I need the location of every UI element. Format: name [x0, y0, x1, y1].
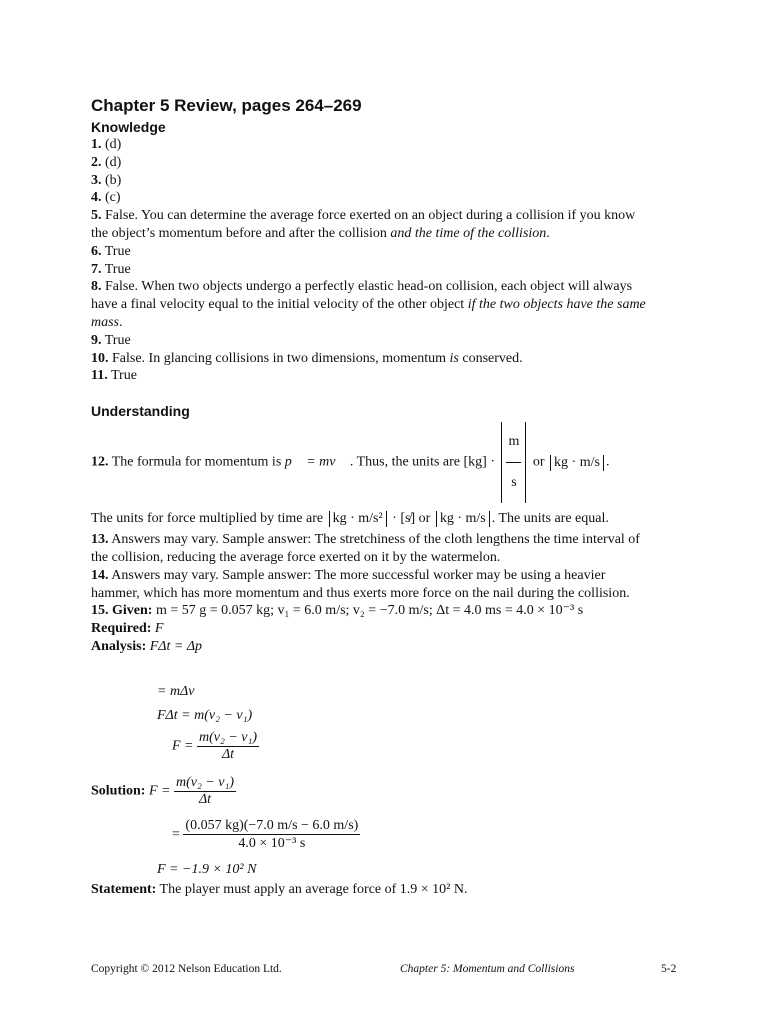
- answer-7: 7. True: [91, 261, 131, 277]
- analysis-line-3: FΔt = m(v₂ − v₁): [157, 708, 253, 723]
- understanding-heading: Understanding: [91, 403, 190, 420]
- solution-line-3: F = −1.9 × 10² N: [157, 862, 257, 877]
- answer-6: 6. True: [91, 243, 131, 259]
- solution-line-1: Solution: F = $\frac{\text{m(v₂ − v₁)}}{\Delta t}$: [91, 775, 235, 807]
- footer-copyright: Copyright © 2012 Nelson Education Ltd.: [91, 963, 282, 975]
- unit-time-cancelled: [s̸]: [400, 511, 416, 527]
- solution-fraction-2: $\frac{(0.057 kg)(-7.0 m/s - 6.0 m/s)}{\text{4.0 × 10⁻³ s}}$: [185, 818, 359, 851]
- understanding-answers: [91, 422, 651, 656]
- unit-fraction: $\frac{m}{s}$: [506, 422, 521, 503]
- solution-fraction-1: $\frac{\text{m(v₂ − v₁)}}{\Delta t}$: [175, 775, 235, 807]
- unit-bracket: [501, 422, 526, 503]
- answer-11: 11. True: [91, 368, 137, 384]
- answer-15-required: Required: F: [91, 621, 164, 637]
- momentum-formula: p⃗ = mv⃗: [284, 454, 347, 470]
- analysis-line-2: = mΔv: [157, 684, 195, 699]
- analysis-line-4: F = $\frac{\text{m(v₂ − v₁)}}{\Delta t}$: [172, 730, 258, 762]
- document-page: [91, 96, 651, 656]
- answer-4: 4. (c): [91, 190, 121, 206]
- answer-5: 5. False. You can determine the average force exerted on an object during a collision if you know the object’s momentum before and after the collision and the time of the collision.: [91, 208, 636, 241]
- answer-12: 12. The formula for momentum is p⃗ = mv⃗ . Thus, the units are [kg] · $\frac{m}{s}$ or kg · m/s .: [91, 422, 651, 503]
- analysis-fraction: $\frac{\text{m(v₂ − v₁)}}{\Delta t}$: [199, 730, 258, 762]
- page-title: Chapter 5 Review, pages 264–269: [91, 96, 362, 115]
- answer-1: 1. (d): [91, 137, 122, 152]
- knowledge-heading: Knowledge: [91, 119, 166, 135]
- footer-chapter: Chapter 5: Momentum and Collisions: [400, 963, 575, 975]
- answer-2: 2. (d): [91, 154, 122, 170]
- answer-15-given: 15. Given: m = 57 g = 0.057 kg; v₁ = 6.0 m/s; v₂ = −7.0 m/s; Δt = 4.0 ms = 4.0 × 10⁻³ s: [91, 603, 584, 619]
- unit-box-force: kg · m/s²: [329, 511, 387, 527]
- answer-8: 8. False. When two objects undergo a perfectly elastic head-on collision, each object will always have a final velocity equal to the initial velocity of the other object if the two objects have the same mass.: [91, 279, 646, 330]
- unit-box: kg · m/s: [550, 455, 604, 471]
- solution-line-2: = $\frac{(0.057 kg)(-7.0 m/s - 6.0 m/s)}{\text{4.0 × 10⁻³ s}}$: [172, 818, 359, 851]
- statement-line: Statement: The player must apply an average force of 1.9 × 10² N.: [91, 882, 468, 897]
- answer-9: 9. True: [91, 332, 131, 348]
- knowledge-answers: [91, 136, 651, 385]
- answer-10: 10. False. In glancing collisions in two dimensions, momentum is conserved.: [91, 350, 523, 366]
- unit-box-impulse: kg · m/s: [436, 511, 490, 527]
- answer-14: 14. Answers may vary. Sample answer: The more successful worker may be using a heavier hammer, which has more momentum and thus exerts more force on the nail during the collision.: [91, 567, 630, 601]
- answer-12-continued: The units for force multiplied by time are kg · m/s² · [s̸] or kg · m/s . The units are equal.: [91, 511, 609, 527]
- answer-13: 13. Answers may vary. Sample answer: The stretchiness of the cloth lengthens the time interval of the collision, reducing the average force exerted on it by the watermelon.: [91, 532, 640, 565]
- footer-page-number: 5-2: [661, 963, 677, 975]
- answer-3: 3. (b): [91, 172, 122, 188]
- answer-15-analysis: Analysis: FΔt = Δp: [91, 638, 203, 654]
